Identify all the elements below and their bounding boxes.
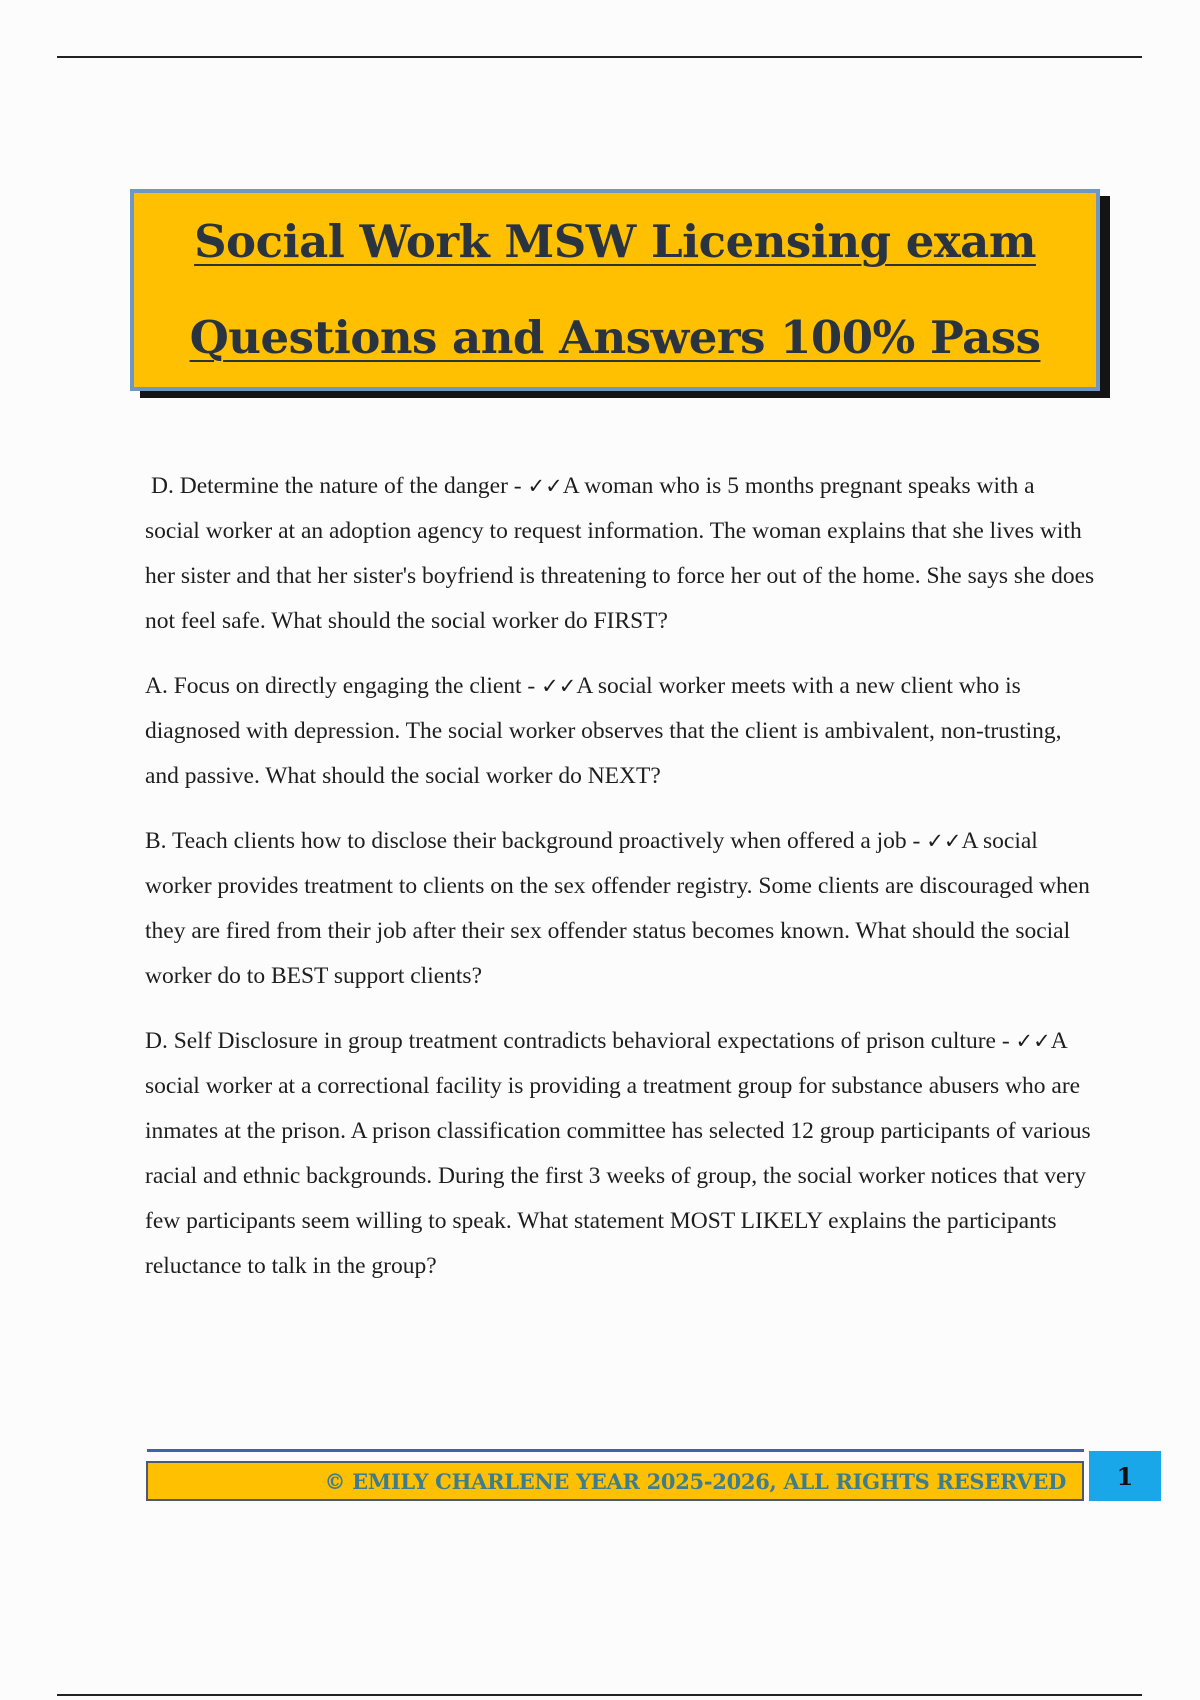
footer-rule: [147, 1449, 1084, 1452]
check-icon: ✓✓: [926, 829, 962, 853]
top-rule: [57, 56, 1142, 58]
check-icon: ✓✓: [527, 474, 563, 498]
qa-paragraph: [145, 464, 1095, 644]
check-icon: ✓✓: [541, 674, 577, 698]
qa-content: [145, 464, 1095, 1309]
answer-text: D. Determine the nature of the danger -: [151, 473, 528, 499]
question-text: A social worker meets with a new client who is diagnosed with depression. The social worker observes that the client is ambivalent, non-trusting, and passive. What should the social worker do NEXT?: [145, 673, 1062, 789]
qa-paragraph: [145, 819, 1095, 999]
bottom-rule: [57, 1694, 1142, 1696]
answer-text: A. Focus on directly engaging the client -: [145, 673, 542, 699]
qa-paragraph: [145, 664, 1095, 799]
question-text: A woman who is 5 months pregnant speaks with a social worker at an adoption agency to request information. The woman explains that she lives with her sister and that her sister's boyfriend is threatening to force her out of the home. She says she does not feel safe. What should the social worker do FIRST?: [145, 473, 1095, 634]
qa-paragraph: [145, 1019, 1095, 1289]
page-number: 1: [1116, 1461, 1134, 1491]
question-text: A social worker at a correctional facility is providing a treatment group for substance abusers who are inmates at the prison. A prison classification committee has selected 12 group participants of various racial and ethnic backgrounds. During the first 3 weeks of group, the social worker notices that very few participants seem willing to speak. What statement MOST LIKELY explains the participants reluctance to talk in the group?: [145, 1028, 1091, 1279]
answer-text: D. Self Disclosure in group treatment contradicts behavioral expectations of prison culture -: [145, 1028, 1016, 1054]
footer-bar: [146, 1461, 1084, 1501]
copyright-text: © EMILY CHARLENE YEAR 2025-2026, ALL RIGHTS RESERVED: [324, 1468, 1066, 1494]
title-line-1: Social Work MSW Licensing exam: [194, 215, 1036, 268]
question-text: A social worker provides treatment to clients on the sex offender registry. Some clients are discouraged when they are fired from their job after their sex offender status becomes known. What should the social worker do to BEST support clients?: [145, 828, 1090, 989]
title-line-2: Questions and Answers 100% Pass: [189, 311, 1041, 364]
check-icon: ✓✓: [1015, 1029, 1051, 1053]
page-number-box: [1089, 1451, 1161, 1501]
title-box: [130, 189, 1100, 391]
answer-text: B. Teach clients how to disclose their background proactively when offered a job -: [145, 828, 927, 854]
